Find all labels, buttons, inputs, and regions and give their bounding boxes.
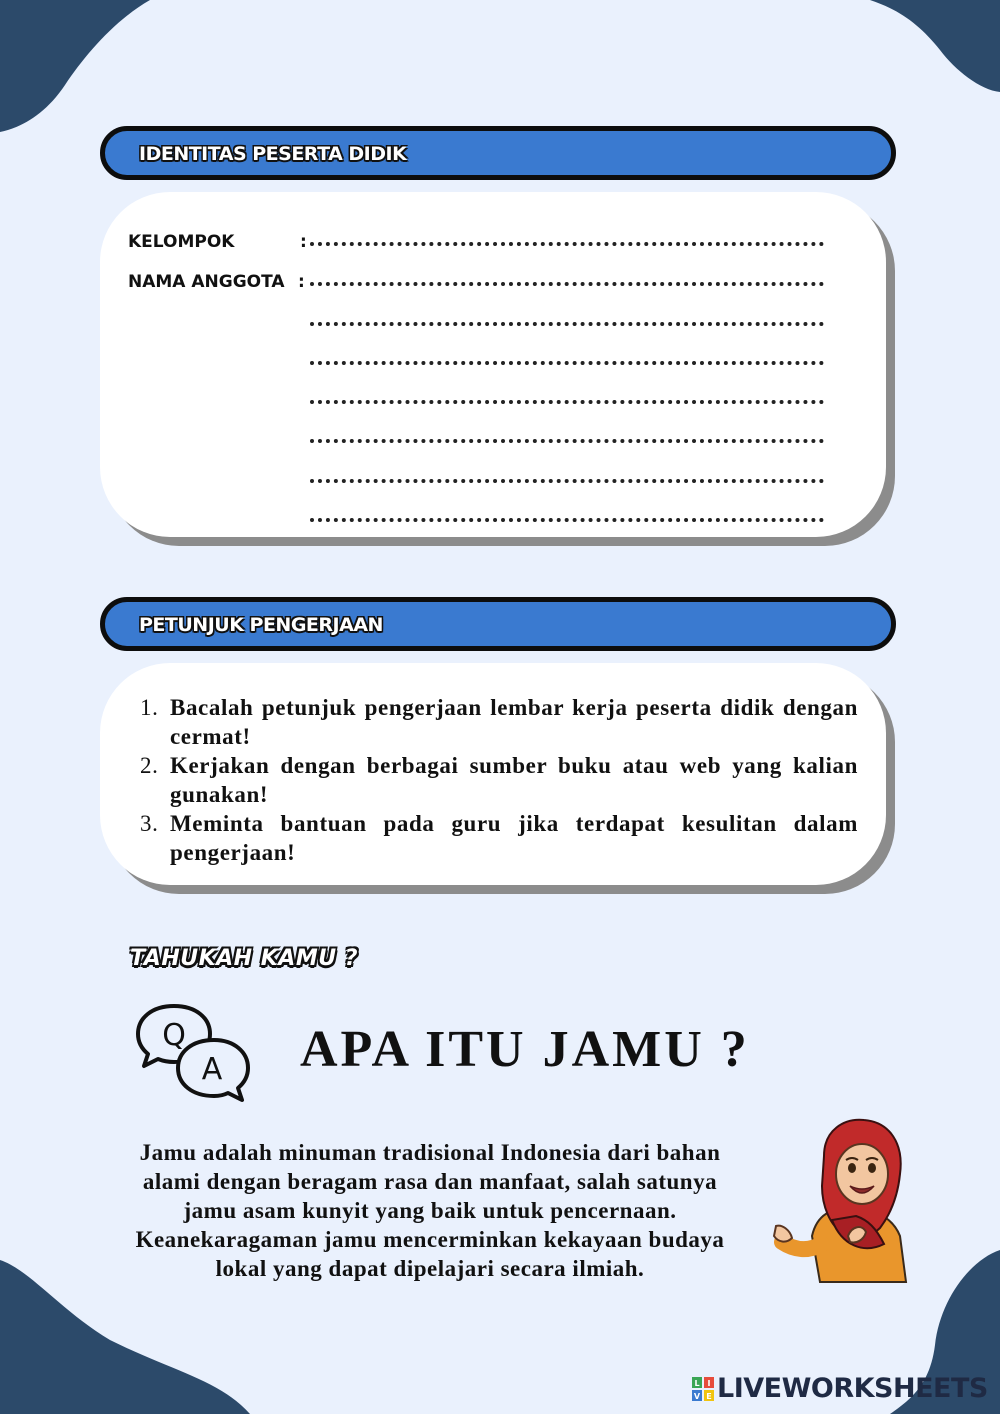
nama-anggota-label: NAMA ANGGOTA (128, 272, 285, 292)
instructions-card (100, 663, 886, 885)
member-answer-line[interactable] (310, 400, 824, 404)
identity-card (100, 192, 886, 537)
paragraph-line: lokal yang dapat dipelajari secara ilmiah. (215, 1256, 645, 1281)
did-you-know-label: TAHUKAH KAMU ? (130, 946, 358, 971)
step-number: 2. (140, 753, 159, 778)
instructions-section-title: PETUNJUK PENGERJAAN (139, 614, 383, 636)
paragraph-line: Keanekaragaman jamu mencerminkan kekayaan budaya (135, 1227, 725, 1252)
member-answer-line[interactable] (310, 361, 824, 365)
member-answer-line[interactable] (310, 518, 824, 522)
nama-anggota-colon: : (298, 272, 305, 292)
instruction-step (140, 809, 858, 867)
qa-icon-a-letter: A (201, 1052, 223, 1087)
step-text: Kerjakan dengan berbagai sumber buku atau web yang kalian gunakan! (170, 753, 858, 807)
paragraph-line: jamu asam kunyit yang baik untuk pencernaan. (183, 1198, 677, 1223)
logo-letter: I (707, 1378, 711, 1388)
jamu-heading: APA ITU JAMU ? (300, 1021, 750, 1078)
logo-letter: V (693, 1391, 701, 1401)
logo-letter: L (694, 1378, 700, 1388)
paragraph-line: alami dengan beragam rasa dan manfaat, salah satunya (142, 1169, 718, 1194)
member-answer-line[interactable] (310, 479, 824, 483)
instructions-list (140, 693, 858, 867)
kelompok-answer-line[interactable] (310, 242, 824, 246)
step-number: 3. (140, 811, 159, 836)
member-answer-line[interactable] (310, 439, 824, 443)
instruction-step (140, 751, 858, 809)
liveworksheets-brand[interactable] (692, 1373, 988, 1404)
kelompok-label: KELOMPOK (128, 232, 235, 252)
liveworksheets-brand-text: LIVEWORKSHEETS (717, 1373, 988, 1404)
kelompok-colon: : (300, 232, 307, 252)
hijab-girl-presenting-illustration (772, 1116, 912, 1284)
instruction-step (140, 693, 858, 751)
step-number: 1. (140, 695, 159, 720)
jamu-paragraph (100, 1138, 760, 1283)
logo-letter: E (706, 1391, 712, 1401)
identity-section-banner (100, 126, 896, 180)
qa-icon-q-letter: Q (162, 1018, 186, 1053)
step-text: Bacalah petunjuk pengerjaan lembar kerja peserta didik dengan cermat! (170, 695, 858, 749)
liveworksheets-logo-icon (692, 1377, 714, 1401)
qa-chat-bubbles-icon (134, 1000, 256, 1110)
nama-anggota-answer-line[interactable] (310, 282, 824, 286)
top-left-corner-blob (0, 0, 160, 140)
step-text: Meminta bantuan pada guru jika terdapat kesulitan dalam pengerjaan! (170, 811, 858, 865)
instructions-section-banner (100, 597, 896, 651)
identity-section-title: IDENTITAS PESERTA DIDIK (139, 143, 407, 165)
paragraph-line: Jamu adalah minuman tradisional Indonesia dari bahan (139, 1140, 721, 1165)
member-answer-line[interactable] (310, 322, 824, 326)
top-right-corner-blob (870, 0, 1000, 100)
